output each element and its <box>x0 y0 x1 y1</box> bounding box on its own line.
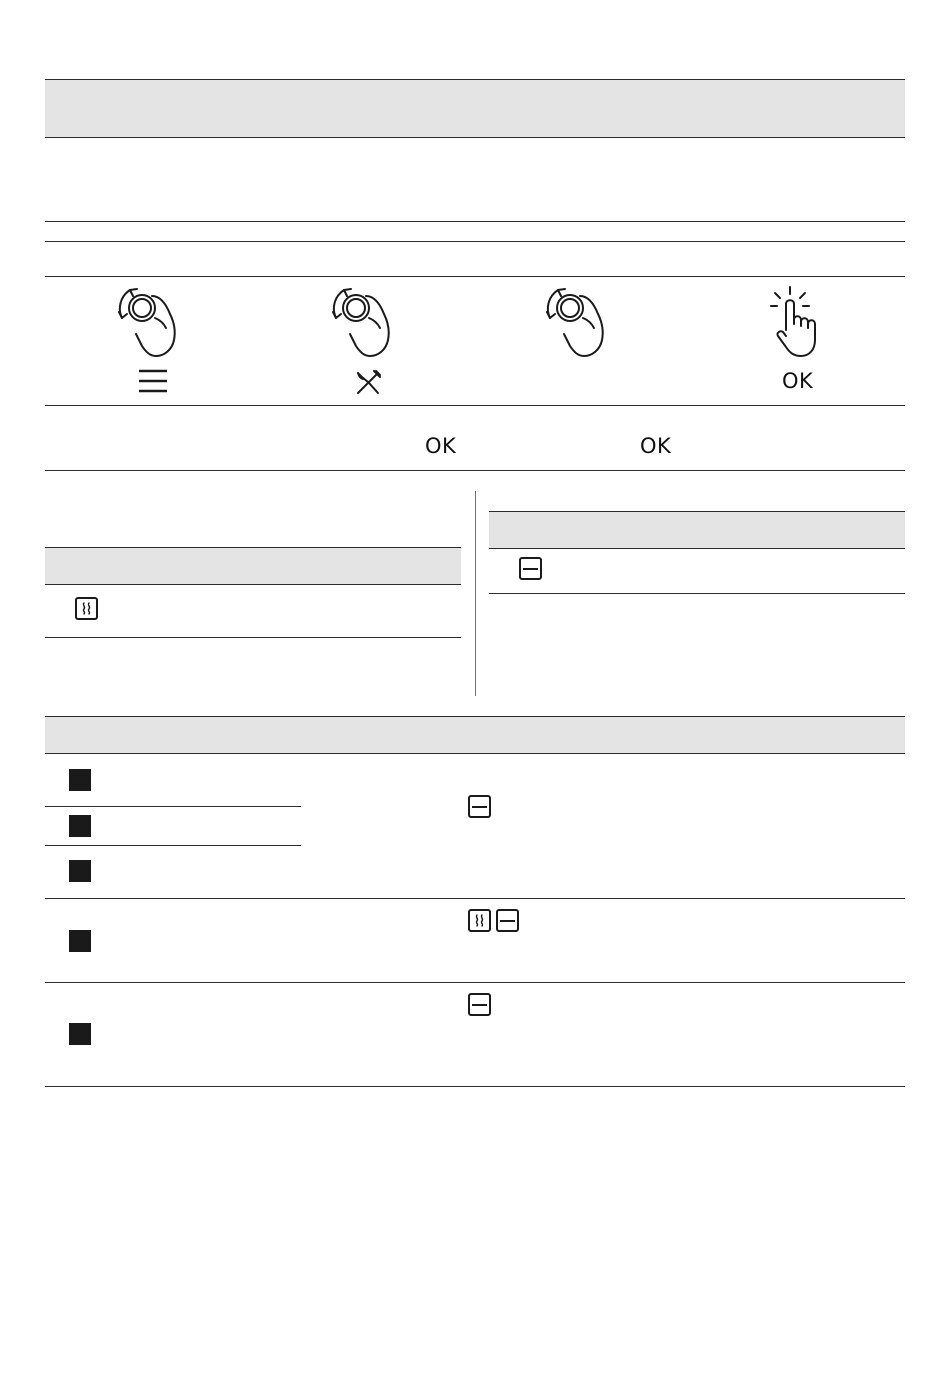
right-table-header <box>489 512 905 548</box>
left-table-header <box>45 548 461 584</box>
rule <box>45 470 905 471</box>
row-marker <box>69 930 91 952</box>
rule <box>45 221 905 222</box>
row-marker <box>69 769 91 791</box>
rule <box>489 548 905 549</box>
rule <box>45 405 905 406</box>
row-marker <box>69 860 91 882</box>
ok-button-label: OK <box>425 434 457 458</box>
row-marker <box>69 815 91 837</box>
rule <box>45 547 461 548</box>
rule <box>489 511 905 512</box>
cutlery-icon <box>355 370 381 396</box>
single-bar-heating-icon <box>468 993 491 1016</box>
top-table-header <box>45 80 905 137</box>
step-3 <box>536 284 626 396</box>
rule <box>45 716 905 717</box>
rule <box>489 593 905 594</box>
rule <box>45 276 905 277</box>
rotate-knob-icon <box>536 284 626 364</box>
bottom-table-header <box>45 717 905 753</box>
rule <box>45 753 905 754</box>
menu-icon <box>138 368 168 394</box>
single-bar-heating-icon <box>496 909 519 932</box>
row-marker <box>69 1023 91 1045</box>
column-divider <box>475 491 476 696</box>
rule <box>45 79 905 80</box>
single-bar-heating-icon <box>468 795 491 818</box>
rule <box>45 584 461 585</box>
rule <box>45 982 905 983</box>
rule <box>45 1086 905 1087</box>
rule <box>45 637 461 638</box>
steam-icon <box>468 909 491 932</box>
rule <box>45 845 301 846</box>
rotate-knob-icon <box>322 284 412 364</box>
rule <box>45 898 905 899</box>
ok-label: OK <box>782 369 814 393</box>
rule <box>45 241 905 242</box>
single-bar-heating-icon <box>519 557 542 580</box>
rule <box>45 806 301 807</box>
steam-icon <box>75 597 98 620</box>
ok-button-label: OK <box>640 434 672 458</box>
press-button-icon <box>768 284 838 362</box>
step-4 <box>760 284 840 396</box>
rotate-knob-icon <box>108 284 198 364</box>
step-2 <box>322 284 412 396</box>
rule <box>45 137 905 138</box>
step-1 <box>108 284 198 396</box>
